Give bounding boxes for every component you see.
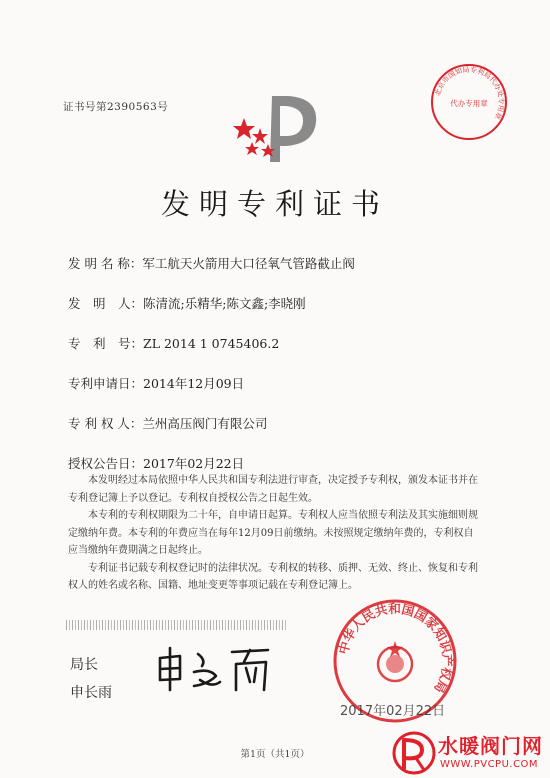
watermark-brand: 水暖阀门网 <box>438 734 543 758</box>
field-label: 发 明 人： <box>68 296 144 311</box>
director-title: 局长 <box>70 657 98 673</box>
svg-text:中华人民共和国国家知识产权局: 中华人民共和国国家知识产权局 <box>335 600 456 696</box>
field-label: 专利申请日： <box>68 376 144 391</box>
certificate-title: 发明专利证书 <box>160 187 389 221</box>
page-number: 第1页（共1页） <box>240 749 310 760</box>
body-paragraph: 专利证书记载专利权登记时的法律状况。专利权的转移、质押、无效、终止、恢复和专利权人的姓名或名称、国籍、地址变更等事项记载在专利登记簿上。 <box>68 562 478 591</box>
field-value: 兰州高压阀门有限公司 <box>142 416 268 431</box>
body-paragraph: 本专利的专利权期限为二十年，自申请日起算。专利权人应当依照专利法及其实施细则规定缴纳年费。本专利的年费应当在每年12月09日前缴纳。未按照规定缴纳年费的，专利权自应当缴纳年费期满之日起终止。 <box>68 510 478 556</box>
security-stripe <box>66 620 288 630</box>
field-label: 专 利 号： <box>68 336 144 351</box>
svg-text:代办专用章: 代办专用章 <box>450 99 488 108</box>
certificate-number: 证书号第2390563号 <box>63 101 169 113</box>
agency-seal <box>429 62 509 142</box>
field-value: 陈清流;乐精华;陈文鑫;李晓刚 <box>143 296 306 311</box>
field-patent-number <box>68 334 279 352</box>
field-label: 发 明 名 称： <box>68 256 143 271</box>
field-label: 专 利 权 人： <box>68 416 143 431</box>
director-name: 申长雨 <box>70 685 112 701</box>
certificate-body <box>68 472 481 595</box>
sipo-logo <box>230 88 328 168</box>
field-value: ZL 2014 1 0745406.2 <box>143 336 280 351</box>
field-value: 2014年12月09日 <box>143 376 245 391</box>
field-value: 军工航天火箭用大口径氧气管路截止阀 <box>142 256 355 271</box>
director-signature <box>150 638 280 698</box>
field-patentee <box>68 414 267 432</box>
field-application-date <box>68 374 244 392</box>
field-label: 授权公告日： <box>68 456 144 471</box>
field-value: 2017年02月22日 <box>143 456 245 471</box>
body-paragraph: 本发明经过本局依照中华人民共和国专利法进行审查，决定授予专利权，颁发本证书并在专利登记簿上予以登记。专利权自授权公告之日起生效。 <box>68 475 478 504</box>
field-inventors <box>68 294 306 312</box>
watermark-url: WWW.PVCPU.COM <box>440 759 539 770</box>
seal-date: 2017年02月22日 <box>340 704 446 719</box>
field-grant-date <box>68 454 244 472</box>
svg-text:北京市国知局专利局代办处专用章: 北京市国知局专利局代办处专用章 <box>433 65 506 121</box>
field-invention-name <box>68 254 355 272</box>
